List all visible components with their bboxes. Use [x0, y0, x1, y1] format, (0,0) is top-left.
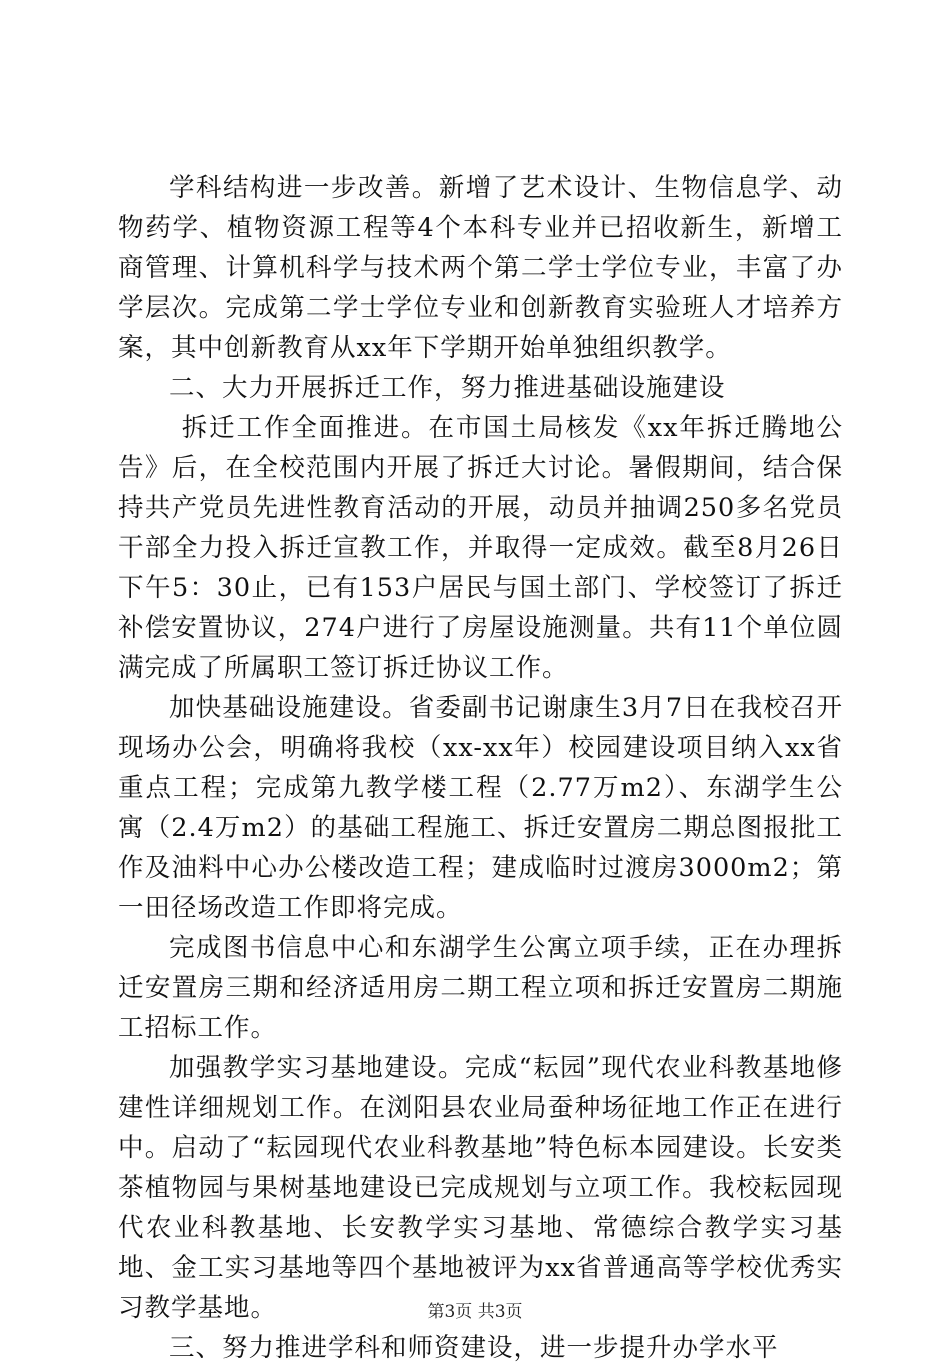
document-body	[118, 168, 843, 1368]
page-footer: 第3页 共3页	[427, 1302, 523, 1322]
paragraph-demolition: 拆迁工作全面推进。在市国土局核发《xx年拆迁腾地公告》后，在全校范围内开展了拆迁大讨论。暑假期间，结合保持共产党员先进性教育活动的开展，动员并抽调250多名党员干部全力投入拆迁宣教工作，并取得一定成效。截至8月26日下午5：30止，已有153户居民与国土部门、学校签订了拆迁补偿安置协议，274户进行了房屋设施测量。共有11个单位圆满完成了所属职工签订拆迁协议工作。	[118, 413, 843, 683]
paragraph-project-approval: 完成图书信息中心和东湖学生公寓立项手续，正在办理拆迁安置房三期和经济适用房二期工程立项和拆迁安置房二期施工招标工作。	[118, 933, 843, 1043]
section-heading-2: 二、大力开展拆迁工作，努力推进基础设施建设	[169, 373, 726, 403]
paragraph-practice-base: 加强教学实习基地建设。完成“耘园”现代农业科教基地修建性详细规划工作。在浏阳县农业局蚕种场征地工作正在进行中。启动了“耘园现代农业科教基地”特色标本园建设。长安类茶植物园与果树基地建设已完成规划与立项工作。我校耘园现代农业科教基地、长安教学实习基地、常德综合教学实习基地、金工实习基地等四个基地被评为xx省普通高等学校优秀实习教学基地。	[118, 1053, 843, 1323]
paragraph-discipline-structure: 学科结构进一步改善。新增了艺术设计、生物信息学、动物药学、植物资源工程等4个本科专业并已招收新生，新增工商管理、计算机科学与技术两个第二学士学位专业，丰富了办学层次。完成第二学士学位专业和创新教育实验班人才培养方案，其中创新教育从xx年下学期开始单独组织教学。	[118, 173, 843, 363]
paragraph-infrastructure: 加快基础设施建设。省委副书记谢康生3月7日在我校召开现场办公会，明确将我校（xx-xx年）校园建设项目纳入xx省重点工程；完成第九教学楼工程（2.77万m2）、东湖学生公寓（2.4万m2）的基础工程施工、拆迁安置房二期总图报批工作及油料中心办公楼改造工程；建成临时过渡房3000m2；第一田径场改造工作即将完成。	[118, 693, 843, 923]
section-heading-3: 三、努力推进学科和师资建设，进一步提升办学水平	[169, 1333, 779, 1363]
